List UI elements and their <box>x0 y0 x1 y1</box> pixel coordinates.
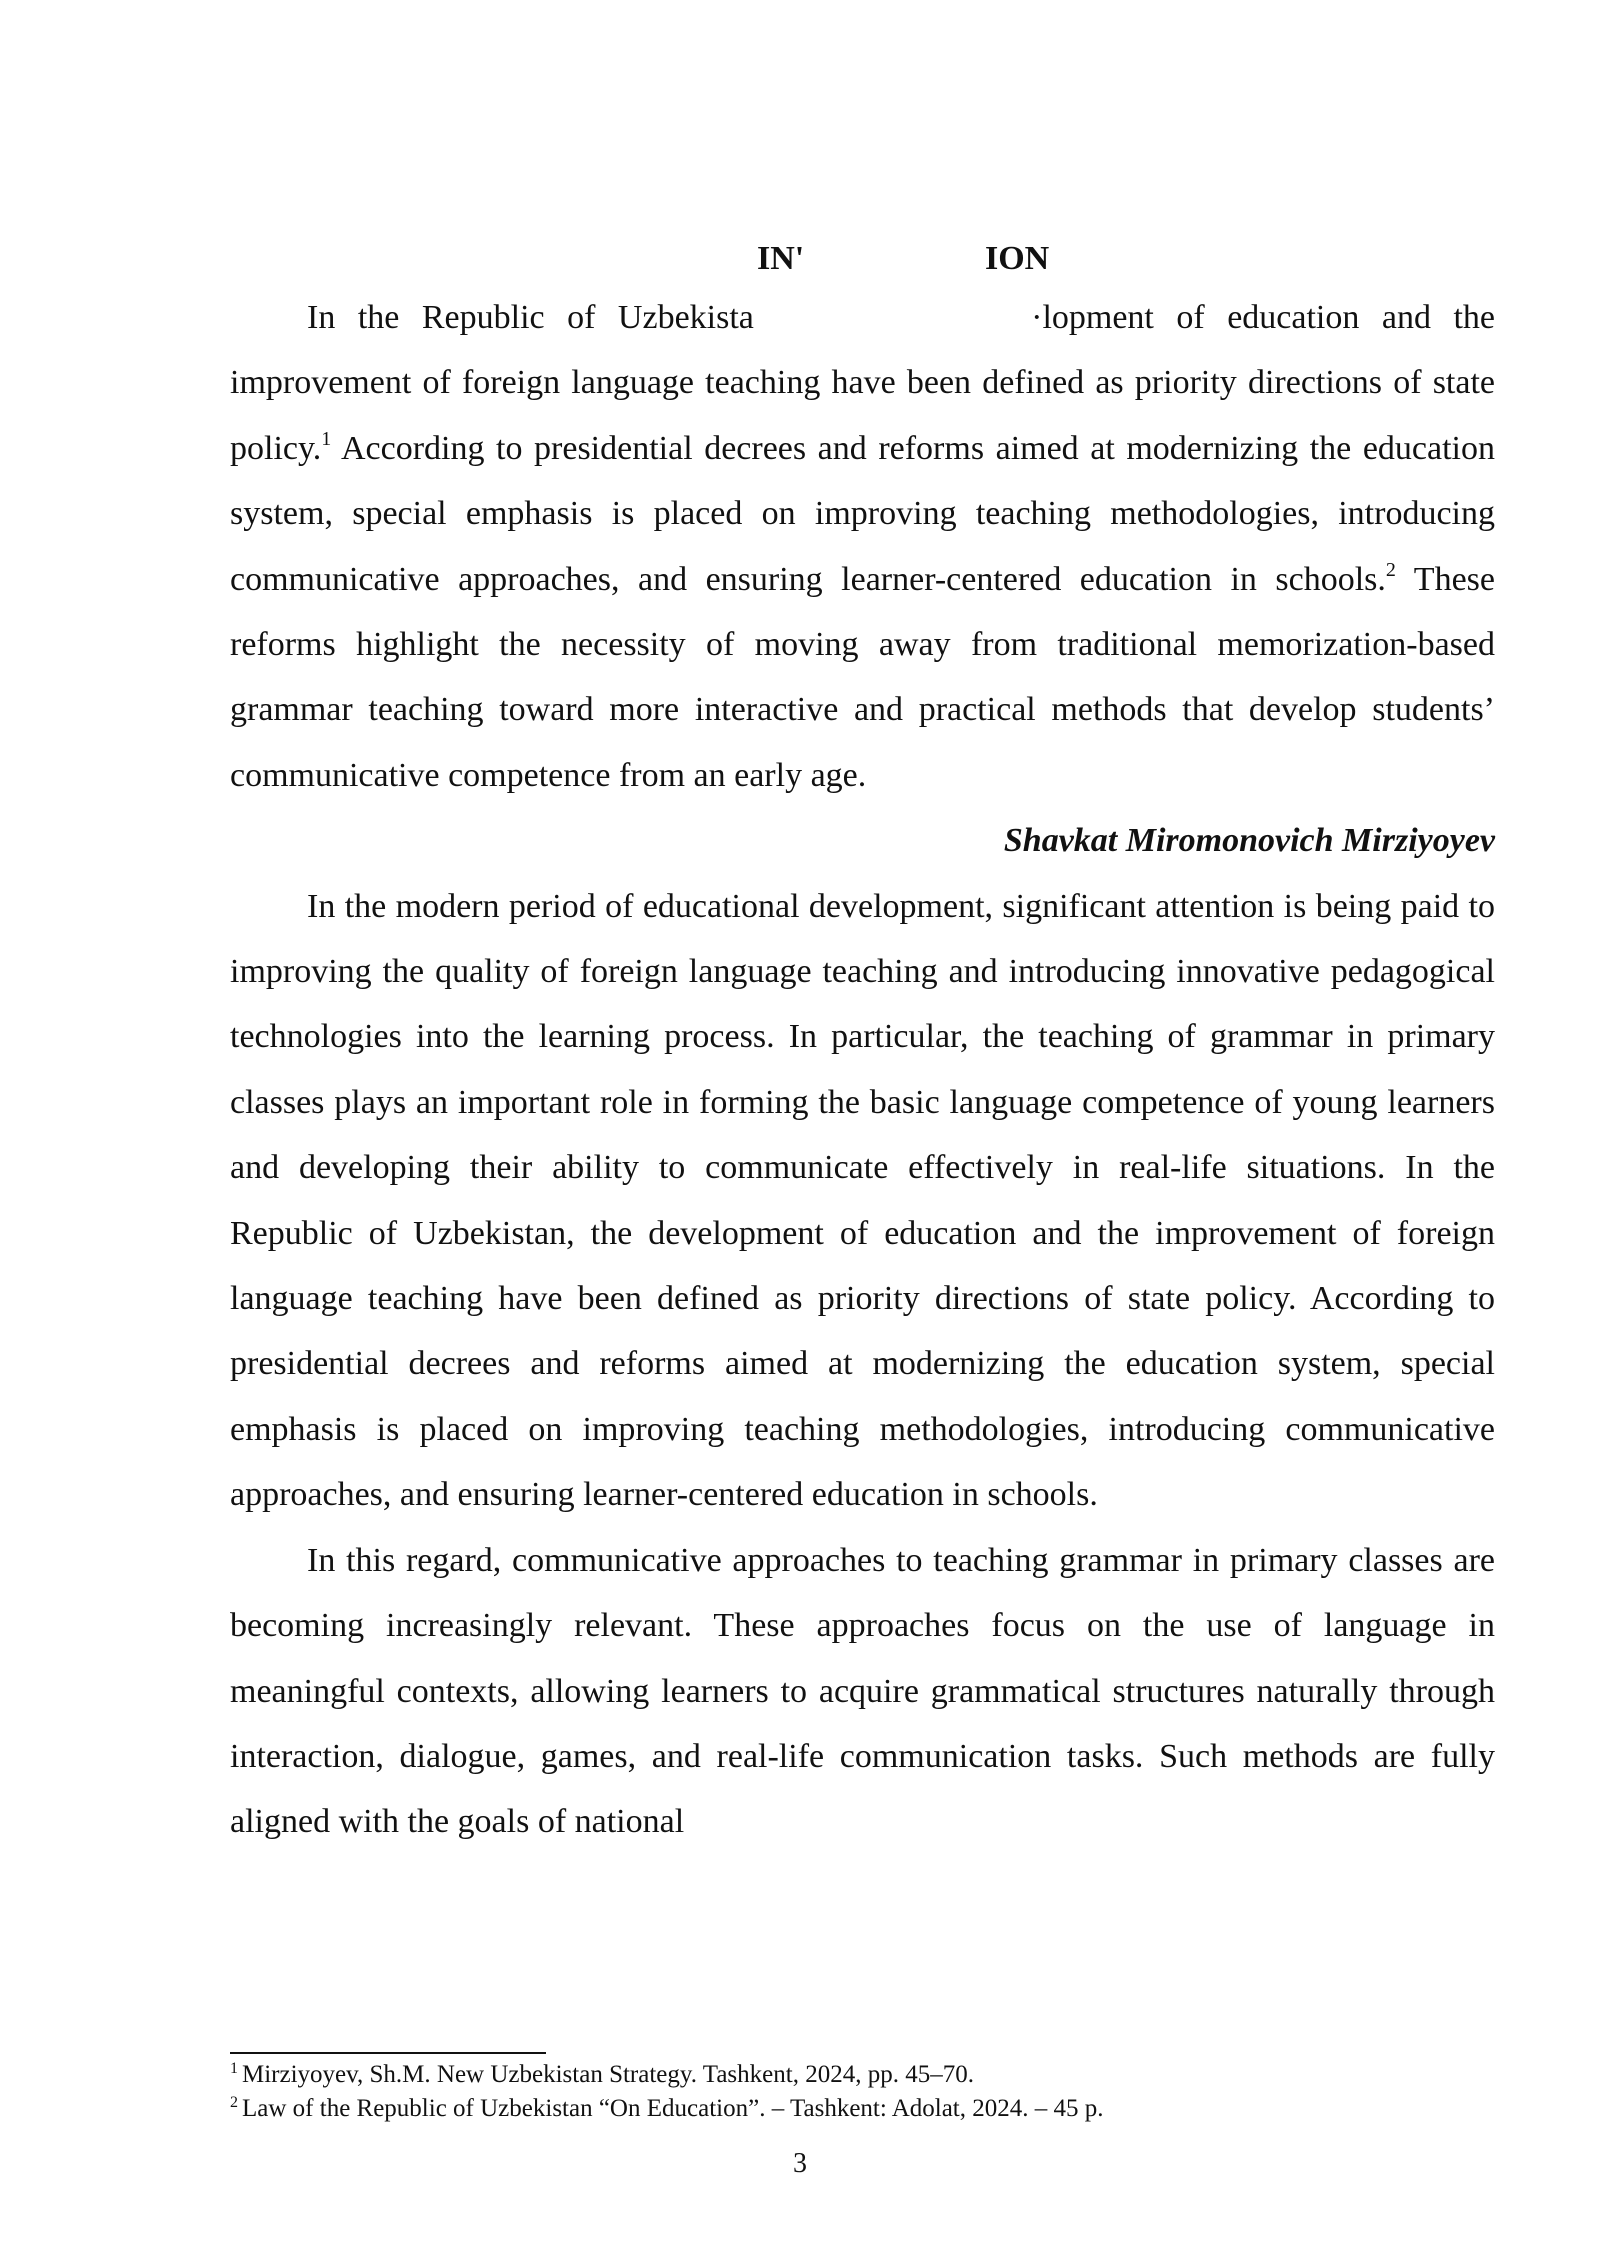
heading-fragment-left: IN' <box>757 240 805 277</box>
author-signature: Shavkat Miromonovich Mirziyoyev <box>1003 822 1495 860</box>
paragraph-2: In the modern period of educational development, significant attention is being paid to improving the quality of foreign language teaching and introducing innovative pedagogical technologies into the learning process. In particular, the teaching of grammar in primary classes plays an important role in forming the basic language competence of young learners and developing their ability to communicate effectively in real-life situations. In the Republic of Uzbekistan, the development of education and the improvement of foreign language teaching have been defined as priority directions of state policy. According to presidential decrees and reforms aimed at modernizing the education system, special emphasis is placed on improving teaching methodologies, introducing communicative approaches, and ensuring learner-centered education in schools. <box>230 887 1495 1514</box>
footnotes <box>230 2058 1495 2126</box>
heading-fragment-right: ION <box>985 240 1050 277</box>
paragraph-1-text-c: These reforms highlight the necessity of moving away from traditional memorization-based grammar teaching toward more interactive and practical methods that develop students’ communicative competence from an early age. <box>230 560 1495 794</box>
section-heading <box>230 240 1495 285</box>
footnote-number: 1 <box>230 2060 238 2077</box>
paragraph-1-text-b: According to presidential decrees and reforms aimed at modernizing the education system, special emphasis is placed on improving teaching methodologies, introducing communicative approaches, and ensuring learner-centered education in schools. <box>230 429 1495 598</box>
footnote-text: Law of the Republic of Uzbekistan “On Education”. – Tashkent: Adolat, 2024. – 45 p. <box>242 2095 1104 2122</box>
paragraph-1-first-line <box>230 285 1495 350</box>
footnote-ref-2: 2 <box>1385 558 1396 581</box>
page-body <box>230 240 1495 1855</box>
paragraph-1 <box>230 350 1495 808</box>
footnote-text: Mirziyoyev, Sh.M. New Uzbekistan Strategy. Tashkent, 2024, pp. 45–70. <box>242 2061 974 2088</box>
paragraph-1-text-a: improvement of foreign language teaching have been defined as priority directions of state policy. <box>230 364 1495 467</box>
footnote-divider <box>230 2052 546 2054</box>
paragraph-1-first-line-end: ·lopment of education and the <box>1031 299 1495 336</box>
footnote-number: 2 <box>230 2094 238 2111</box>
footnote-2 <box>230 2092 1495 2126</box>
footnote-ref-1: 1 <box>321 427 332 450</box>
page-number: 3 <box>793 2148 807 2179</box>
paragraph-3: In this regard, communicative approaches to teaching grammar in primary classes are becoming increasingly relevant. These approaches focus on the use of language in meaningful contexts, allowing learners to acquire grammatical structures naturally through interaction, dialogue, games, and real-life communication tasks. Such methods are fully aligned with the goals of national <box>230 1541 1495 1841</box>
footnote-1 <box>230 2058 1495 2092</box>
paragraph-1-first-line-start: In the Republic of Uzbekista <box>307 299 754 336</box>
